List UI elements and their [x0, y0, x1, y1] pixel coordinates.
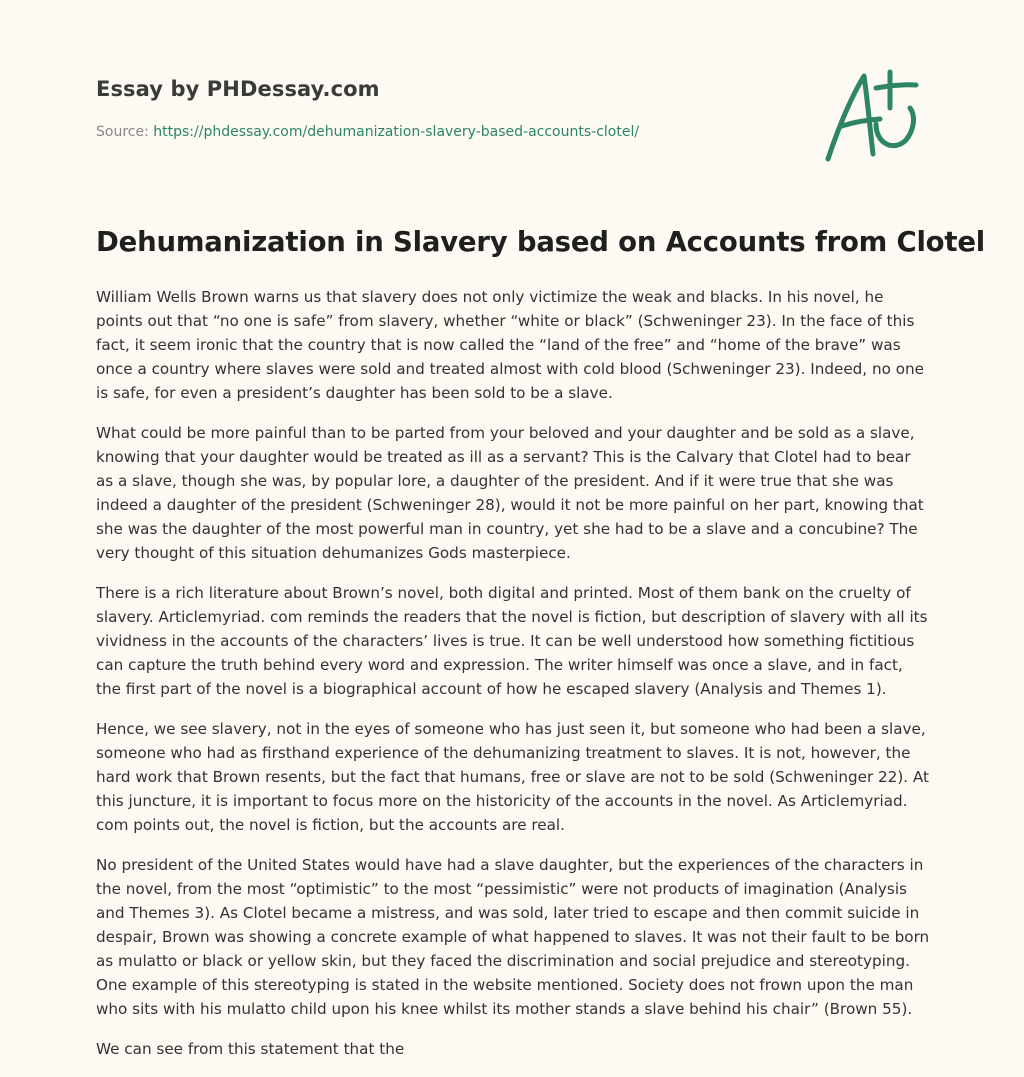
essay-paragraph: We can see from this statement that the	[96, 1040, 405, 1058]
essay-paragraph: Hence, we see slavery, not in the eyes of someone who has just seen it, but someone who had been a slave, someone who had as firsthand experience of the dehumanizing treatment to slaves. It is not, however, the hard work that Brown resents, but the fact that humans, free or slave are not to be sold (Schweninger 22). At this juncture, it is important to focus more on the historicity of the accounts in the novel. As Articlemyriad. com points out, the novel is fiction, but the accounts are real.	[96, 720, 930, 834]
essay-paragraph: What could be more painful than to be parted from your beloved and your daughter and be sold as a slave, knowing that your daughter would be treated as ill as a servant? This is the Calvary that Clotel had to bear as a slave, though she was, by popular lore, a daughter of the president. And if it were true that she was indeed a daughter of the president (Schweninger 28), would it not be more painful on her part, knowing that she was the daughter of the most powerful man in country, yet she had to be a slave and a concubine? The very thought of this situation dehumanizes Gods masterpiece.	[96, 424, 924, 562]
source-label: Source:	[96, 124, 149, 140]
source-line	[96, 124, 639, 140]
a-plus-logo-icon	[818, 64, 934, 168]
essay-paragraph: No president of the United States would have had a slave daughter, but the experiences of the characters in the novel, from the most “optimistic” to the most “pessimistic” were not products of imagination (Analysis and Themes 3). As Clotel became a mistress, and was sold, later tried to escape and then commit suicide in despair, Brown was showing a concrete example of what happened to slaves. It was not their fault to be born as mulatto or black or yellow skin, but they faced the discrimination and social prejudice and stereotyping. One example of this stereotyping is stated in the website mentioned. Society does not frown upon the man who sits with his mulatto child upon his knee whilst its mother stands a slave behind his chair” (Brown 55).	[96, 856, 930, 1018]
essay-title: Dehumanization in Slavery based on Accounts from Clotel	[96, 226, 985, 258]
essay-paragraph: William Wells Brown warns us that slavery does not only victimize the weak and blacks. In his novel, he points out that “no one is safe” from slavery, whether “white or black” (Schweninger 23). In the face of this fact, it seem ironic that the country that is now called the “land of the free” and “home of the brave” was once a country where slaves were sold and treated almost with cold blood (Schweninger 23). Indeed, no one is safe, for even a president’s daughter has been sold to be a slave.	[96, 288, 924, 402]
essay-paragraph: There is a rich literature about Brown’s novel, both digital and printed. Most of them bank on the cruelty of slavery. Articlemyriad. com reminds the readers that the novel is fiction, but description of slavery with all its vividness in the accounts of the characters’ lives is true. It can be well understood how something fictitious can capture the truth behind every word and expression. The writer himself was once a slave, and in fact, the first part of the novel is a biographical account of how he escaped slavery (Analysis and Themes 1).	[96, 584, 928, 698]
site-brand-title: Essay by PHDessay.com	[96, 77, 380, 101]
essay-body	[96, 285, 932, 1077]
source-link[interactable]: https://phdessay.com/dehumanization-slavery-based-accounts-clotel/	[153, 124, 640, 140]
